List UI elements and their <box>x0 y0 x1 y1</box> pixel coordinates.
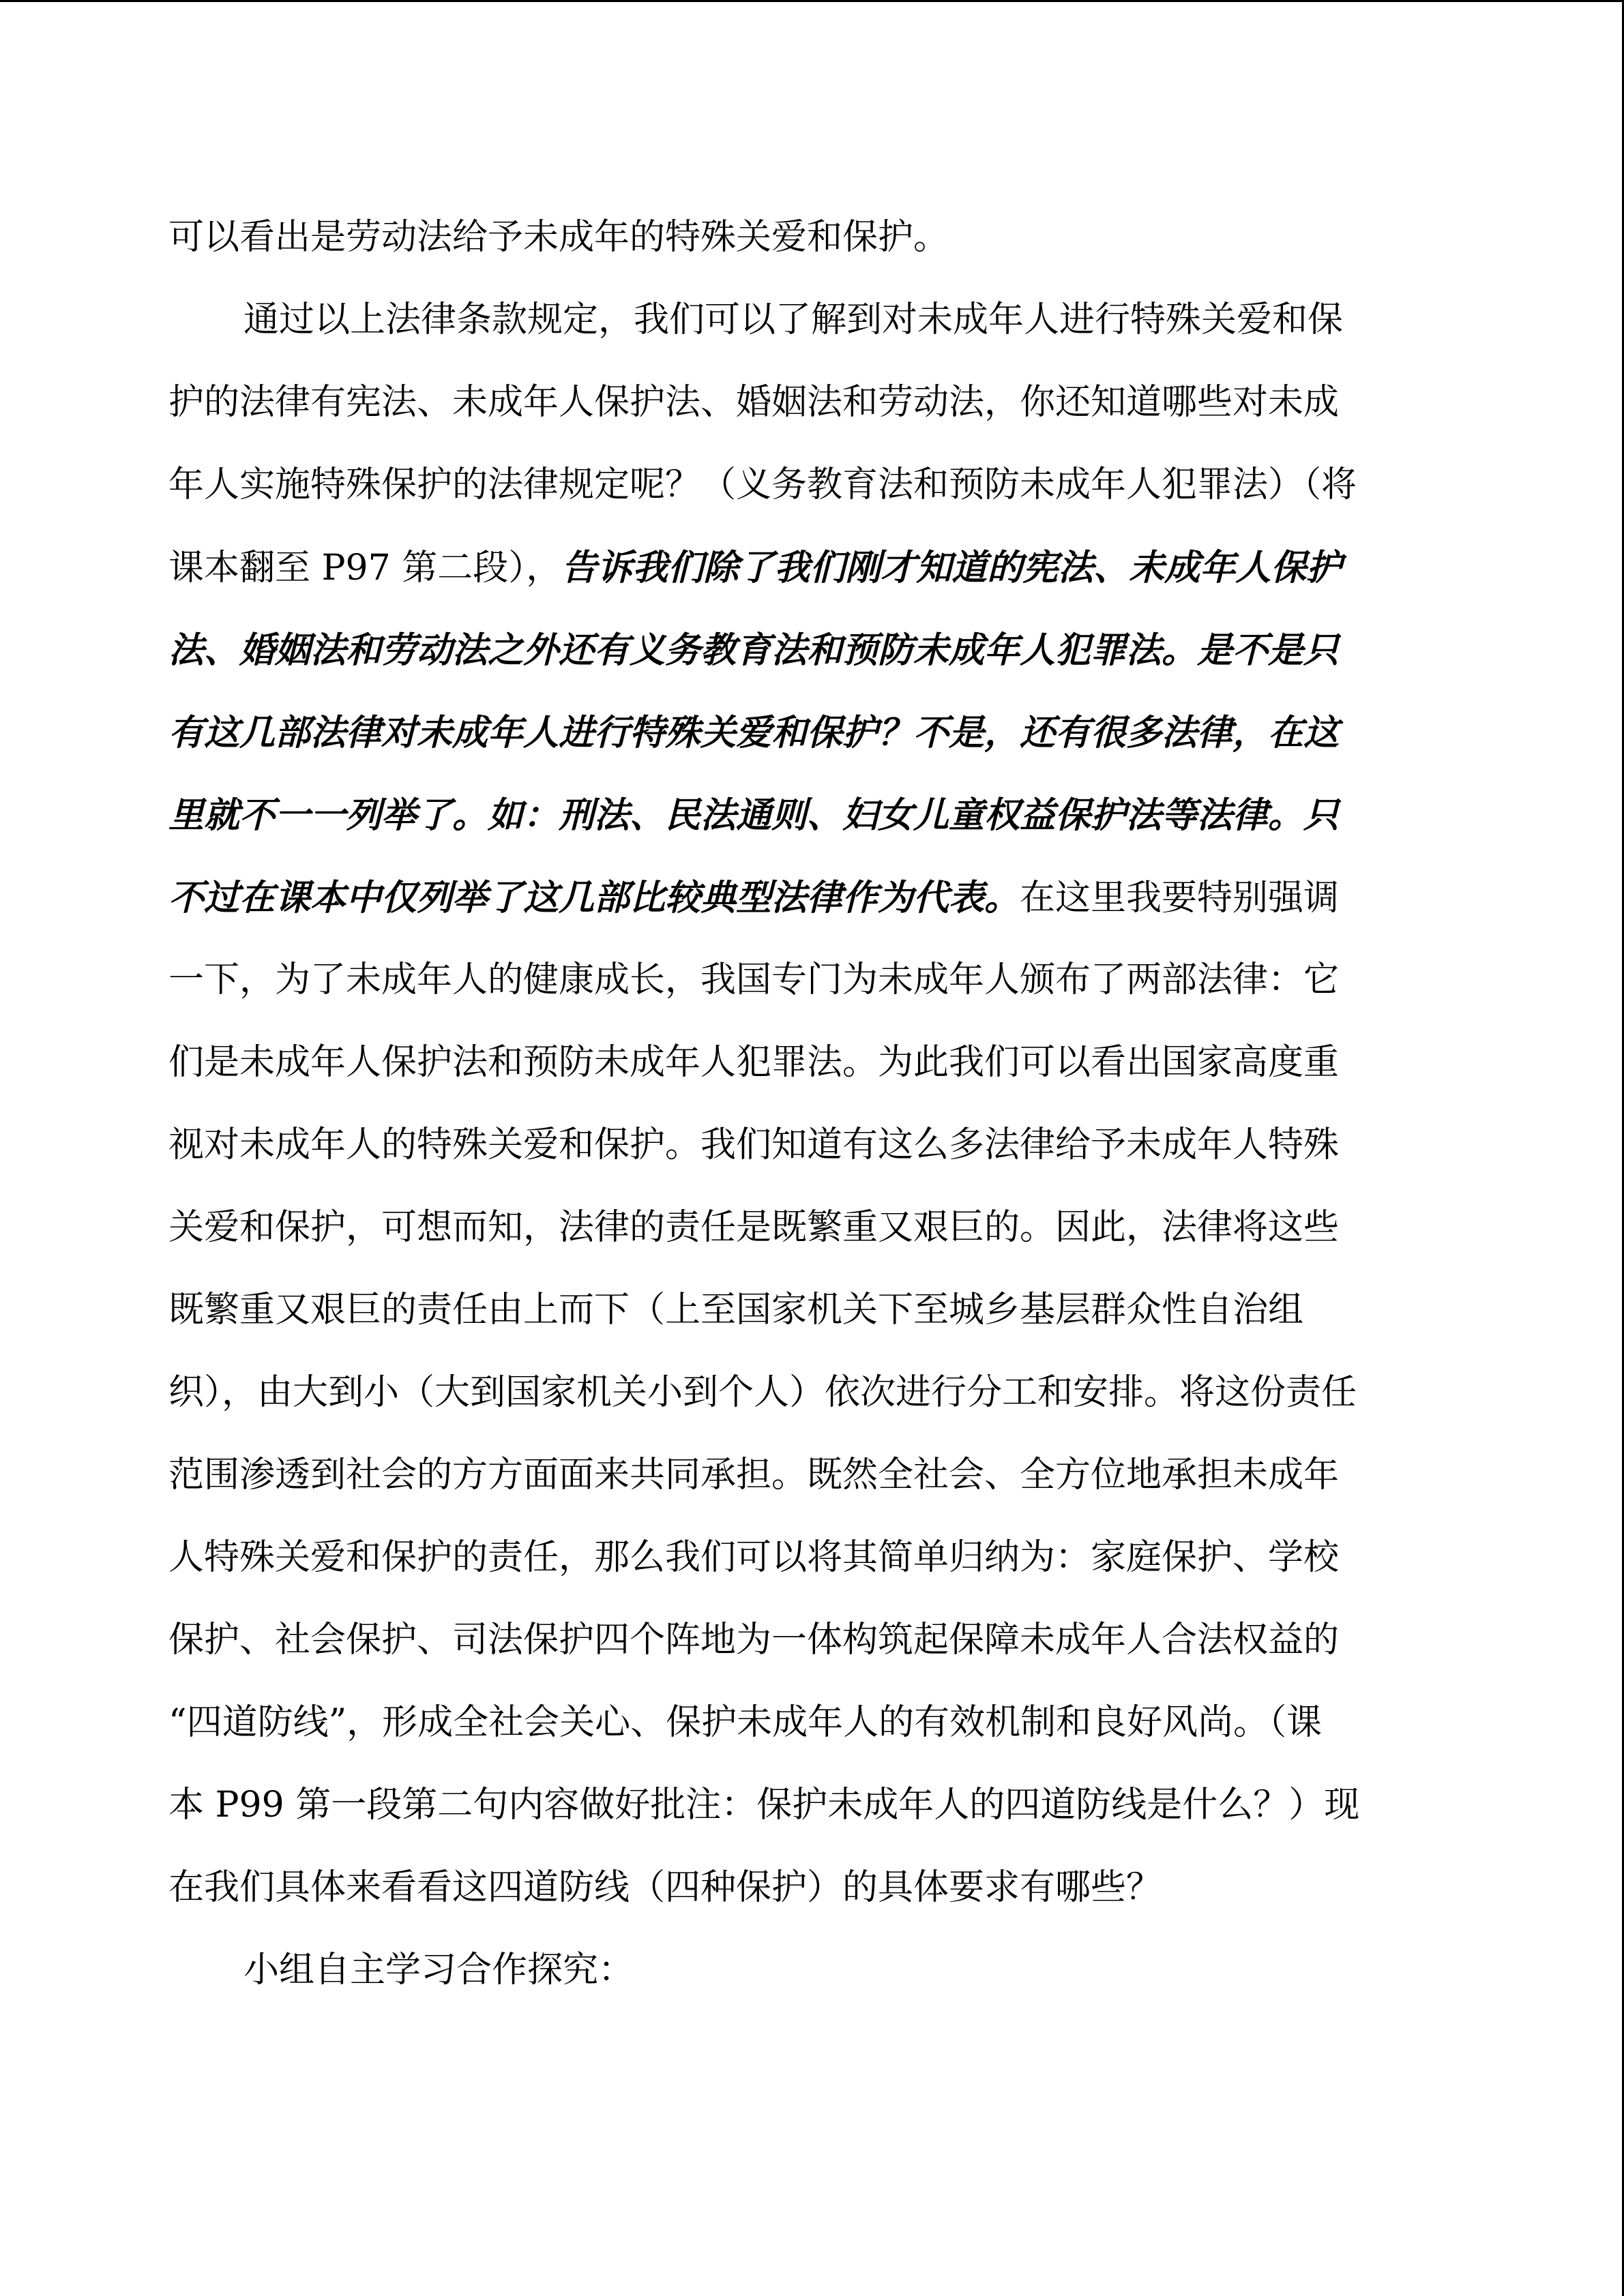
text-run: 可以看出是劳动法给予未成年的特殊关爱和保护。 <box>168 217 949 258</box>
text-line <box>168 1517 1451 1599</box>
text-line <box>168 444 1451 526</box>
text-line <box>168 1434 1451 1517</box>
text-run: 护的法律有宪法、未成年人保护法、婚姻法和劳动法，你还知道哪些对未成 <box>168 382 1340 423</box>
text-line <box>168 1764 1451 1847</box>
text-line <box>168 1022 1451 1104</box>
text-line <box>168 1104 1451 1187</box>
text-line <box>168 1352 1451 1434</box>
text-line <box>168 774 1451 856</box>
text-run: 年人实施特殊保护的法律规定呢？（义务教育法和预防未成年人犯罪法）（将 <box>168 464 1357 505</box>
text-line <box>168 1269 1451 1352</box>
text-run: 本 P99 第一段第二句内容做好批注：保护未成年人的四道防线是什么？）现 <box>168 1785 1360 1825</box>
text-line <box>168 691 1451 774</box>
emphasized-text-run: 不过在课本中仅列举了这几部比较典型法律作为代表。 <box>168 877 1020 919</box>
text-run: 在这里我要特别强调 <box>1020 878 1340 919</box>
emphasized-text-run: 告诉我们除了我们刚才知道的宪法、未成年人保护 <box>561 547 1342 588</box>
text-run: 通过以上法律条款规定，我们可以了解到对未成年人进行特殊关爱和保 <box>243 299 1344 340</box>
text-line <box>168 609 1451 691</box>
text-run: 关爱和保护，可想而知，法律的责任是既繁重又艰巨的。因此，法律将这些 <box>168 1207 1340 1248</box>
text-run: 视对未成年人的特殊关爱和保护。我们知道有这么多法律给予未成年人特殊 <box>168 1124 1340 1165</box>
text-line <box>168 196 1451 279</box>
emphasized-text-run: 法、婚姻法和劳动法之外还有义务教育法和预防未成年人犯罪法。是不是只 <box>168 629 1340 671</box>
text-run: 课本翻至 P97 第二段）， <box>168 548 562 588</box>
text-run: “四道防线”，形成全社会关心、保护未成年人的有效机制和良好风尚。（课 <box>168 1702 1323 1743</box>
paragraph-start-line <box>168 1929 1451 2012</box>
text-run: 们是未成年人保护法和预防未成年人犯罪法。为此我们可以看出国家高度重 <box>168 1042 1340 1083</box>
text-line <box>168 856 1451 939</box>
text-run: 在我们具体来看看这四道防线（四种保护）的具体要求有哪些？ <box>168 1867 1162 1908</box>
paragraph-start-line <box>168 279 1451 361</box>
text-line <box>168 1599 1451 1682</box>
text-run: 一下，为了未成年人的健康成长，我国专门为未成年人颁布了两部法律：它 <box>168 959 1340 1000</box>
text-run: 人特殊关爱和保护的责任，那么我们可以将其简单归纳为：家庭保护、学校 <box>168 1537 1340 1578</box>
text-run: 范围渗透到社会的方方面面来共同承担。既然全社会、全方位地承担未成年 <box>168 1455 1340 1495</box>
text-line <box>168 526 1451 609</box>
text-line <box>168 1847 1451 1929</box>
emphasized-text-run: 有这几部法律对未成年人进行特殊关爱和保护？不是，还有很多法律，在这 <box>168 712 1340 754</box>
text-run: 小组自主学习合作探究： <box>243 1950 634 1991</box>
text-run: 保护、社会保护、司法保护四个阵地为一体构筑起保障未成年人合法权益的 <box>168 1620 1340 1660</box>
text-line <box>168 361 1451 444</box>
text-line <box>168 1682 1451 1764</box>
emphasized-text-run: 里就不一一列举了。如：刑法、民法通则、妇女儿童权益保护法等法律。只 <box>168 794 1340 836</box>
text-line <box>168 939 1451 1022</box>
text-run: 织），由大到小（大到国家机关小到个人）依次进行分工和安排。将这份责任 <box>168 1372 1357 1413</box>
text-run: 既繁重又艰巨的责任由上而下（上至国家机关下至城乡基层群众性自治组 <box>168 1289 1304 1330</box>
text-line <box>168 1187 1451 1269</box>
body-text <box>168 196 1451 2012</box>
